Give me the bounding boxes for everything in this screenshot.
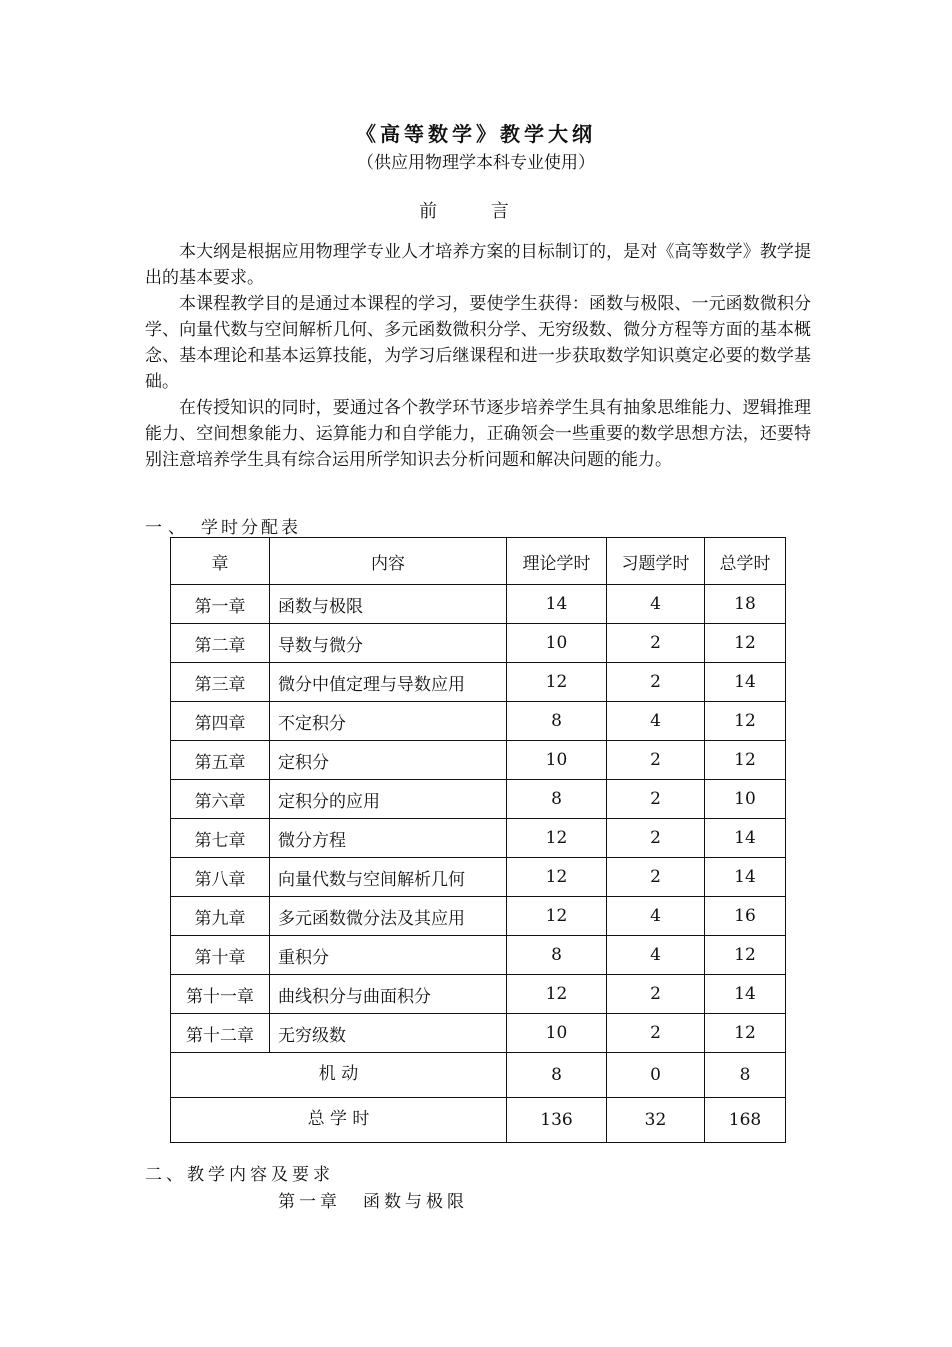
exercise-hours-cell: 2 — [607, 624, 705, 663]
chapter-1-heading — [278, 1187, 468, 1212]
preface-body — [145, 239, 811, 473]
table-row — [171, 975, 786, 1014]
header-exercise-hours: 习题学时 — [607, 538, 705, 585]
total-hours-cell: 14 — [705, 663, 786, 702]
table-row — [171, 1014, 786, 1053]
table-row — [171, 780, 786, 819]
chapter-cell: 第五章 — [171, 741, 270, 780]
exercise-hours-cell: 2 — [607, 780, 705, 819]
preface-paragraph-2: 本课程教学目的是通过本课程的学习，要使学生获得：函数与极限、一元函数微积分学、向量代数与空间解析几何、多元函数微积分学、无穷级数、微分方程等方面的基本概念、基本理论和基本运算技能，为学习后继课程和进一步获取数学知识奠定必要的数学基础。 — [145, 294, 811, 392]
table-row — [171, 702, 786, 741]
preface-paragraph-3: 在传授知识的同时，要通过各个教学环节逐步培养学生具有抽象思维能力、逻辑推理能力、空间想象能力、运算能力和自学能力，正确领会一些重要的数学思想方法，还要特别注意培养学生具有综合运用所学知识去分析问题和解决问题的能力。 — [145, 398, 811, 470]
section-1-heading — [145, 513, 301, 538]
exercise-hours-cell: 2 — [607, 858, 705, 897]
theory-hours-cell: 14 — [507, 585, 607, 624]
chapter-cell: 第十一章 — [171, 975, 270, 1014]
flex-label: 机 动 — [171, 1053, 507, 1098]
total-label: 总 学 时 — [171, 1098, 507, 1143]
table-body — [171, 585, 786, 1053]
table-row — [171, 741, 786, 780]
table-row — [171, 585, 786, 624]
total-hours-cell: 16 — [705, 897, 786, 936]
content-cell: 函数与极限 — [270, 585, 507, 624]
theory-hours-cell: 12 — [507, 819, 607, 858]
exercise-hours-cell: 2 — [607, 741, 705, 780]
total-hours-cell: 12 — [705, 1014, 786, 1053]
total-hours-cell: 14 — [705, 975, 786, 1014]
table-header-row — [171, 538, 786, 585]
exercise-hours-cell: 4 — [607, 585, 705, 624]
header-chapter: 章 — [171, 538, 270, 585]
total-exercise: 32 — [607, 1098, 705, 1143]
table-row — [171, 819, 786, 858]
section-2-heading: 二、教学内容及要求 — [145, 1165, 334, 1185]
preface-heading: 前 言 — [419, 201, 533, 222]
chapter-cell: 第十二章 — [171, 1014, 270, 1053]
chapter-cell: 第一章 — [171, 585, 270, 624]
table-row — [171, 624, 786, 663]
total-total: 168 — [705, 1098, 786, 1143]
theory-hours-cell: 10 — [507, 624, 607, 663]
chapter-cell: 第七章 — [171, 819, 270, 858]
total-hours-cell: 14 — [705, 819, 786, 858]
flex-total: 8 — [705, 1053, 786, 1098]
section-1-number: 一、 — [145, 518, 191, 538]
total-hours-cell: 12 — [705, 702, 786, 741]
theory-hours-cell: 10 — [507, 1014, 607, 1053]
theory-hours-cell: 12 — [507, 975, 607, 1014]
content-cell: 导数与微分 — [270, 624, 507, 663]
content-cell: 微分中值定理与导数应用 — [270, 663, 507, 702]
table-row — [171, 897, 786, 936]
chapter-cell: 第三章 — [171, 663, 270, 702]
total-hours-cell: 12 — [705, 624, 786, 663]
chapter-1-number: 第一章 — [278, 1192, 341, 1212]
exercise-hours-cell: 4 — [607, 897, 705, 936]
total-row — [171, 1098, 786, 1143]
theory-hours-cell: 12 — [507, 858, 607, 897]
flex-theory: 8 — [507, 1053, 607, 1098]
theory-hours-cell: 8 — [507, 780, 607, 819]
theory-hours-cell: 8 — [507, 936, 607, 975]
exercise-hours-cell: 4 — [607, 702, 705, 741]
content-cell: 不定积分 — [270, 702, 507, 741]
hours-allocation-table — [170, 537, 786, 1143]
exercise-hours-cell: 4 — [607, 936, 705, 975]
exercise-hours-cell: 2 — [607, 819, 705, 858]
chapter-cell: 第二章 — [171, 624, 270, 663]
header-theory-hours: 理论学时 — [507, 538, 607, 585]
table-row — [171, 936, 786, 975]
flex-row — [171, 1053, 786, 1098]
exercise-hours-cell: 2 — [607, 975, 705, 1014]
preface-paragraph-1: 本大纲是根据应用物理学专业人才培养方案的目标制订的，是对《高等数学》教学提出的基本要求。 — [145, 242, 811, 288]
theory-hours-cell: 12 — [507, 663, 607, 702]
content-cell: 无穷级数 — [270, 1014, 507, 1053]
header-total-hours: 总学时 — [705, 538, 786, 585]
section-1-title: 学时分配表 — [201, 518, 301, 538]
chapter-cell: 第八章 — [171, 858, 270, 897]
theory-hours-cell: 12 — [507, 897, 607, 936]
chapter-cell: 第六章 — [171, 780, 270, 819]
theory-hours-cell: 8 — [507, 702, 607, 741]
content-cell: 定积分的应用 — [270, 780, 507, 819]
content-cell: 多元函数微分法及其应用 — [270, 897, 507, 936]
total-hours-cell: 12 — [705, 936, 786, 975]
theory-hours-cell: 10 — [507, 741, 607, 780]
total-hours-cell: 18 — [705, 585, 786, 624]
content-cell: 曲线积分与曲面积分 — [270, 975, 507, 1014]
flex-exercise: 0 — [607, 1053, 705, 1098]
exercise-hours-cell: 2 — [607, 663, 705, 702]
content-cell: 向量代数与空间解析几何 — [270, 858, 507, 897]
chapter-1-title: 函数与极限 — [363, 1192, 468, 1212]
table-row — [171, 858, 786, 897]
table-row — [171, 663, 786, 702]
header-content: 内容 — [270, 538, 507, 585]
document-subtitle: （供应用物理学本科专业使用） — [357, 153, 595, 173]
total-hours-cell: 10 — [705, 780, 786, 819]
chapter-cell: 第四章 — [171, 702, 270, 741]
document-title: 《高等数学》教学大纲 — [356, 122, 596, 146]
exercise-hours-cell: 2 — [607, 1014, 705, 1053]
chapter-cell: 第九章 — [171, 897, 270, 936]
total-theory: 136 — [507, 1098, 607, 1143]
content-cell: 定积分 — [270, 741, 507, 780]
content-cell: 微分方程 — [270, 819, 507, 858]
total-hours-cell: 14 — [705, 858, 786, 897]
total-hours-cell: 12 — [705, 741, 786, 780]
content-cell: 重积分 — [270, 936, 507, 975]
chapter-cell: 第十章 — [171, 936, 270, 975]
